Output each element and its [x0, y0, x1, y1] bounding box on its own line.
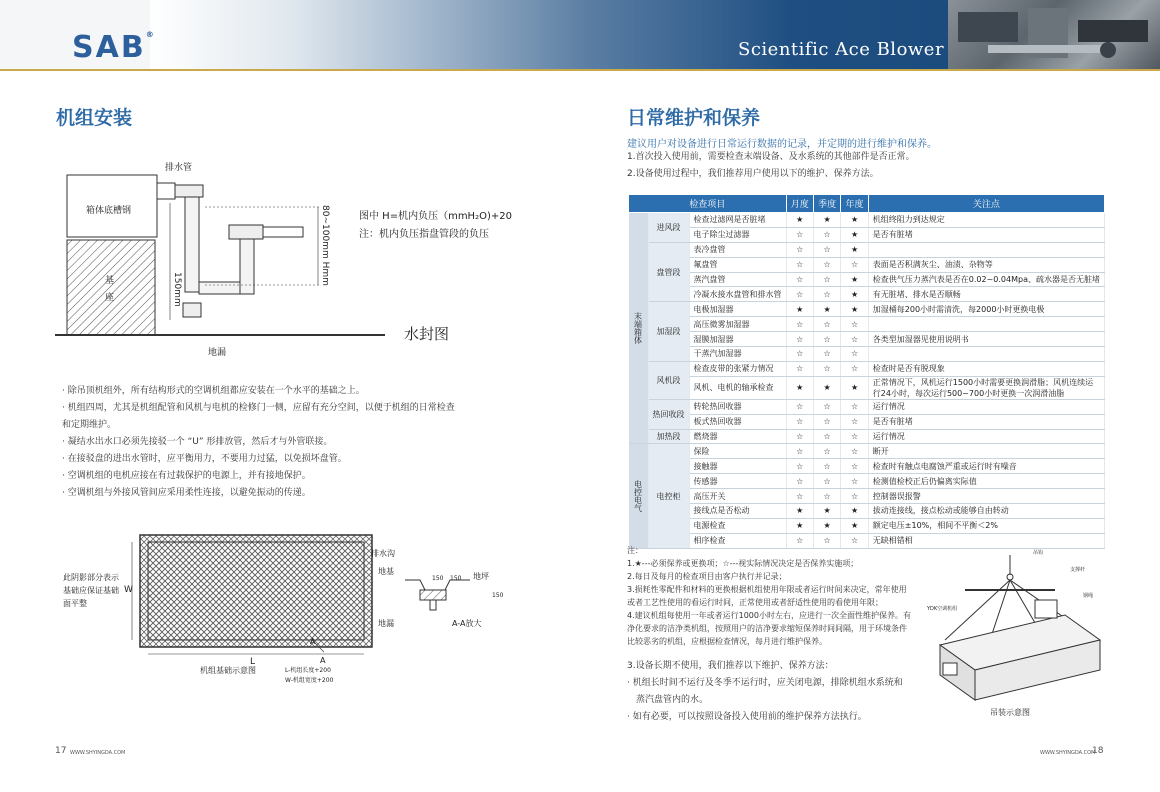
mark-cell-m: ☆: [786, 287, 813, 302]
mark-cell-q: ☆: [813, 332, 840, 347]
bullet-5: · 空调机组的电机应接在有过载保护的电源上，并有接地保护。: [62, 471, 311, 481]
focus-text: 检测值检校正后仍偏离实际值: [872, 476, 977, 486]
mark-cell-m: ★: [786, 504, 813, 519]
focus-text: 检查时是否有脱现象: [872, 364, 945, 374]
left-section-title: 机组安装: [56, 107, 133, 129]
table-body: [629, 213, 1105, 549]
focus-text: 无缺相错相: [872, 536, 913, 546]
focus-text: 控制器误报警: [872, 491, 921, 501]
focus-cell: [868, 242, 1104, 257]
dim-a-label: 150: [432, 575, 444, 582]
mark-cell-y: ☆: [841, 347, 868, 362]
col-year: 年度: [841, 195, 868, 213]
sub-cell: 风机段: [648, 361, 689, 399]
drain-ditch-label: 排水沟: [371, 549, 395, 558]
table-header-row: [629, 195, 1105, 213]
item-cell: 冷凝水接水盘管和排水管: [689, 287, 786, 302]
item-cell: 检查过滤网是否脏堵: [689, 213, 786, 228]
w-note: W-机组宽度+200: [285, 677, 334, 684]
mark-cell-y: ☆: [841, 399, 868, 414]
focus-cell: [868, 227, 1104, 242]
table-row: [629, 361, 1105, 376]
dim-80-label: 80~100mm Hmm: [320, 205, 330, 286]
bullet-4: · 在接驳盘的进出水管时，应平衡用力，不要用力过猛，以免损坏盘管。: [62, 454, 347, 464]
focus-cell: [868, 332, 1104, 347]
mark-cell-y: ☆: [841, 429, 868, 444]
foundation-caption: 机组基础示意图: [200, 666, 256, 675]
item-cell: 检查皮带的张紧力情况: [689, 361, 786, 376]
long-term-title: 3.设备长期不使用，我们推荐以下维护、保养方法：: [627, 661, 834, 671]
focus-text: 断开: [872, 446, 889, 456]
mark-cell-q: ☆: [813, 474, 840, 489]
sub-cell: 进风段: [648, 213, 689, 243]
item-cell: 电源检查: [689, 518, 786, 533]
l-label: L: [250, 657, 256, 667]
mark-cell-y: ★: [841, 242, 868, 257]
item-cell: 接线点是否松动: [689, 504, 786, 519]
mark-cell-m: ★: [786, 302, 813, 317]
note-2: 2.每日及每月的检查项目由客户执行并记录；: [627, 572, 787, 581]
focus-text: 表面是否积满灰尘、油渍、杂物等: [872, 260, 993, 270]
sub-cell: 加湿段: [648, 302, 689, 362]
group-cell-2: 电控电气: [629, 444, 649, 548]
shade-note-1: 此阴影部分表示: [63, 573, 119, 582]
right-url: WWW.SHYINGDA.COM: [1040, 750, 1096, 756]
note-5: 4.建议机组每使用一年或者运行1000小时左右，应进行一次全面性维护保养。有: [627, 611, 911, 620]
mark-cell-y: ☆: [841, 474, 868, 489]
focus-cell: [868, 317, 1104, 332]
mark-cell-q: ☆: [813, 361, 840, 376]
mark-cell-m: ☆: [786, 533, 813, 548]
mark-cell-q: ★: [813, 302, 840, 317]
item-cell: 湿膜加湿器: [689, 332, 786, 347]
focus-text: 检查供气压力蒸汽表是否在0.02~0.04Mpa、疏水器是否无脏堵: [872, 275, 1100, 284]
item-cell: 高压开关: [689, 489, 786, 504]
col-month: 月度: [786, 195, 813, 213]
mark-cell-y: ☆: [841, 317, 868, 332]
mark-cell-q: ☆: [813, 242, 840, 257]
table-row: [629, 227, 1105, 242]
seal-note-2: 注：机内负压指盘管段的负压: [359, 229, 489, 240]
foundation-label-1: 基: [105, 276, 115, 286]
item-cell: 保险: [689, 444, 786, 459]
mark-cell-q: ★: [813, 213, 840, 228]
notes-title: 注：: [627, 546, 643, 555]
mark-cell-y: ★: [841, 518, 868, 533]
item-cell: 相序检查: [689, 533, 786, 548]
drain-pipe-label: 排水管: [165, 163, 193, 173]
shade-note-2: 基础应保证基础: [63, 586, 119, 595]
mark-cell-q: ☆: [813, 429, 840, 444]
w-label: W: [124, 585, 133, 595]
dim-c-label: 150: [492, 592, 504, 599]
item-cell: 转轮热回收器: [689, 399, 786, 414]
long-term-block: [627, 658, 927, 726]
dim-b-label: 150: [450, 575, 462, 582]
mark-cell-y: ☆: [841, 459, 868, 474]
focus-cell: [868, 518, 1104, 533]
table-row: [629, 518, 1105, 533]
header-factory-photo: [948, 0, 1160, 70]
item-cell: 干蒸汽加湿器: [689, 347, 786, 362]
mark-cell-q: ☆: [813, 444, 840, 459]
mark-cell-y: ★: [841, 227, 868, 242]
focus-cell: [868, 257, 1104, 272]
focus-cell: [868, 302, 1104, 317]
floor-drain-label-2: 地漏: [378, 619, 394, 628]
table-row: [629, 429, 1105, 444]
a-label-2: A: [320, 656, 326, 665]
long-term-3: · 如有必要，可以按照设备投入使用前的维护保养方法执行。: [627, 712, 867, 722]
rope-label: 钢绳: [1083, 593, 1094, 599]
focus-cell: [868, 399, 1104, 414]
item-cell: 风机、电机的轴承检查: [689, 376, 786, 399]
item-cell: 氟盘管: [689, 257, 786, 272]
table-row: [629, 287, 1105, 302]
sub-cell: 热回收段: [648, 399, 689, 429]
focus-cell: [868, 489, 1104, 504]
mark-cell-q: ☆: [813, 227, 840, 242]
table-row: [629, 489, 1105, 504]
mark-cell-y: ☆: [841, 489, 868, 504]
item-cell: 板式热回收器: [689, 414, 786, 429]
item-cell: 蒸汽盘管: [689, 272, 786, 287]
mark-cell-q: ☆: [813, 347, 840, 362]
col-item: 检查项目: [629, 195, 787, 213]
group-cell-1: 末端箱体: [629, 213, 649, 444]
mark-cell-m: ★: [786, 376, 813, 399]
focus-cell: [868, 414, 1104, 429]
mark-cell-q: ★: [813, 504, 840, 519]
focus-text: 运行情况: [872, 402, 905, 412]
table-row: [629, 459, 1105, 474]
table-row: [629, 504, 1105, 519]
factory-photo-graphic: [948, 0, 1160, 70]
unit-label: YDK空调机组: [927, 606, 958, 612]
mark-cell-m: ☆: [786, 272, 813, 287]
bullet-3: · 凝结水出水口必须先接驳一个 “U” 形排放管，然后才与外管联接。: [62, 437, 333, 447]
floor-drain-label: 地漏: [208, 348, 227, 358]
focus-cell: [868, 361, 1104, 376]
mark-cell-y: ☆: [841, 533, 868, 548]
mark-cell-y: ★: [841, 272, 868, 287]
focus-cell: [868, 347, 1104, 362]
mark-cell-m: ☆: [786, 242, 813, 257]
mark-cell-q: ☆: [813, 414, 840, 429]
mark-cell-m: ☆: [786, 347, 813, 362]
l-note: L-机组长度+200: [285, 667, 331, 674]
sab-logo: SAB®: [72, 30, 156, 65]
hoist-caption: 吊装示意图: [990, 708, 1030, 717]
focus-text-2: 行24小时，每次运行500~700小时更换一次润滑油脂: [872, 388, 1065, 398]
table-row: [629, 474, 1105, 489]
left-page-number: 17: [55, 746, 67, 756]
mark-cell-q: ☆: [813, 257, 840, 272]
mark-cell-m: ☆: [786, 361, 813, 376]
mark-cell-q: ☆: [813, 399, 840, 414]
note-3: 3.损耗性零配件和材料的更换根据机组使用年限或者运行时间来决定，常年使用: [627, 585, 907, 594]
focus-cell: [868, 213, 1104, 228]
focus-cell: [868, 459, 1104, 474]
bullet-2: · 机组四周，尤其是机组配管和风机与电机的检修门一侧，应留有充分空间，以便于机组的日常检查和定期维护。: [62, 403, 455, 430]
table-row: [629, 332, 1105, 347]
mark-cell-y: ★: [841, 504, 868, 519]
focus-text: 拔动连接线，接点松动或能够自由转动: [872, 506, 1009, 516]
hoisting-diagram: [925, 545, 1115, 710]
mark-cell-y: ★: [841, 287, 868, 302]
note-6: 净化要求的洁净类机组，按照用户的洁净要求缩短保养时间间隔，用于环境条件: [627, 624, 907, 633]
mark-cell-m: ☆: [786, 489, 813, 504]
right-section-title: 日常维护和保养: [627, 107, 761, 129]
left-url: WWW.SHYINGDA.COM: [70, 750, 126, 756]
aa-zoom-label: A-A放大: [452, 619, 482, 628]
table-row: [629, 317, 1105, 332]
focus-cell: [868, 272, 1104, 287]
water-seal-caption: 水封图: [404, 325, 450, 343]
a-label-1: A: [310, 637, 316, 646]
focus-text: 额定电压±10%，相间不平衡＜2%: [872, 521, 998, 531]
table-row: [629, 302, 1105, 317]
focus-cell: [868, 444, 1104, 459]
foundation-diagram: [120, 530, 500, 670]
item-cell: 传感器: [689, 474, 786, 489]
focus-cell: [868, 376, 1104, 399]
hook-label: 吊钩: [1033, 550, 1044, 556]
focus-text: 各类型加湿器见使用说明书: [872, 334, 969, 344]
focus-cell: [868, 504, 1104, 519]
dim-150-label: 150mm: [172, 272, 182, 307]
mark-cell-m: ☆: [786, 227, 813, 242]
item-cell: 高压微雾加湿器: [689, 317, 786, 332]
focus-text: 有无脏堵、排水是否顺畅: [872, 289, 961, 299]
bullet-1: · 除吊顶机组外，所有结构形式的空调机组都应安装在一个水平的基础之上。: [62, 386, 365, 396]
mark-cell-q: ★: [813, 518, 840, 533]
table-row: [629, 272, 1105, 287]
notes-block: [627, 544, 927, 648]
focus-cell: [868, 474, 1104, 489]
mark-cell-q: ☆: [813, 489, 840, 504]
maintenance-intro: 建议用户对设备进行日常运行数据的记录，并定期的进行维护和保养。: [627, 139, 937, 150]
focus-text: 是否有脏堵: [872, 230, 913, 240]
table-row: [629, 213, 1105, 228]
mark-cell-m: ☆: [786, 459, 813, 474]
item-cell: 表冷盘管: [689, 242, 786, 257]
item-cell: 电极加湿器: [689, 302, 786, 317]
foundation-label-2: 座: [105, 293, 115, 303]
col-focus: 关注点: [868, 195, 1104, 213]
mark-cell-y: ★: [841, 376, 868, 399]
mark-cell-y: ★: [841, 213, 868, 228]
right-page-number: 18: [1092, 746, 1104, 756]
item-1: 1.首次投入使用前，需要检查末端设备、及水系统的其他部件是否正常。: [627, 152, 915, 162]
focus-text: 检查时有触点电腐蚀严重或运行时有噪音: [872, 461, 1017, 471]
long-term-1: · 机组长时间不运行及冬季不运行时，应关闭电源，排除机组水系统和: [627, 678, 903, 688]
item-cell: 电子除尘过滤器: [689, 227, 786, 242]
mark-cell-y: ☆: [841, 257, 868, 272]
mark-cell-y: ☆: [841, 361, 868, 376]
focus-text: 运行情况: [872, 432, 905, 442]
sub-cell: 电控柜: [648, 444, 689, 548]
note-4: 或者工艺性使用的看运行时间，正常使用或者舒适性使用的看使用年限；: [627, 598, 883, 607]
mark-cell-q: ☆: [813, 459, 840, 474]
mark-cell-m: ☆: [786, 317, 813, 332]
mark-cell-m: ☆: [786, 429, 813, 444]
table-row: [629, 444, 1105, 459]
item-cell: 燃烧器: [689, 429, 786, 444]
table-row: [629, 399, 1105, 414]
base-steel-label: 箱体底槽钢: [86, 206, 132, 216]
note-7: 比较恶劣的机组，应根据检查情况，每月进行维护保养。: [627, 637, 827, 646]
seal-note-1: 图中 H=机内负压（mmH₂O)+20: [359, 211, 512, 222]
brand-title: Scientific Ace Blower: [738, 39, 945, 60]
bullet-6: · 空调机组与外接风管间应采用柔性连接，以避免振动的传递。: [62, 488, 311, 498]
focus-cell: [868, 287, 1104, 302]
mark-cell-q: ☆: [813, 533, 840, 548]
bar-label: 支撑杆: [1070, 567, 1086, 573]
mark-cell-m: ☆: [786, 257, 813, 272]
mark-cell-m: ☆: [786, 414, 813, 429]
table-row: [629, 242, 1105, 257]
table-row: [629, 347, 1105, 362]
focus-cell: [868, 429, 1104, 444]
long-term-2: 蒸汽盘管内的水。: [636, 695, 709, 705]
focus-text: 机组终阻力到达规定: [872, 215, 945, 225]
note-1: 1.★---必须保养或更换项；☆---视实际情况决定是否保养实施项；: [627, 559, 859, 568]
install-bullets: [62, 383, 462, 502]
header-divider: [0, 69, 1160, 71]
mark-cell-m: ★: [786, 213, 813, 228]
ground-label: 地坪: [473, 572, 489, 581]
mark-cell-m: ★: [786, 518, 813, 533]
base-label: 地基: [378, 567, 394, 576]
mark-cell-m: ☆: [786, 399, 813, 414]
mark-cell-q: ★: [813, 376, 840, 399]
water-seal-diagram: [55, 155, 455, 360]
focus-text: 是否有脏堵: [872, 417, 913, 427]
maintenance-table: [628, 194, 1105, 549]
mark-cell-m: ☆: [786, 332, 813, 347]
table-row: [629, 257, 1105, 272]
table-row: [629, 414, 1105, 429]
mark-cell-y: ☆: [841, 332, 868, 347]
mark-cell-y: ★: [841, 302, 868, 317]
sub-cell: 盘管段: [648, 242, 689, 302]
mark-cell-m: ☆: [786, 444, 813, 459]
item-2: 2.设备使用过程中，我们推荐用户使用以下的维护、保养方法。: [627, 169, 879, 179]
mark-cell-m: ☆: [786, 474, 813, 489]
maintenance-items: [627, 149, 915, 183]
table-row: [629, 376, 1105, 399]
mark-cell-q: ☆: [813, 287, 840, 302]
col-quarter: 季度: [813, 195, 840, 213]
shade-note-3: 面平整: [63, 599, 87, 608]
mark-cell-y: ☆: [841, 444, 868, 459]
item-cell: 接触器: [689, 459, 786, 474]
focus-text: 正常情况下，风机运行1500小时需要更换润滑脂；风机连续运: [872, 377, 1094, 387]
mark-cell-q: ☆: [813, 272, 840, 287]
mark-cell-q: ☆: [813, 317, 840, 332]
sub-cell: 加热段: [648, 429, 689, 444]
mark-cell-y: ☆: [841, 414, 868, 429]
focus-text: 加湿桶每200小时需清洗，每2000小时更换电极: [872, 304, 1045, 314]
